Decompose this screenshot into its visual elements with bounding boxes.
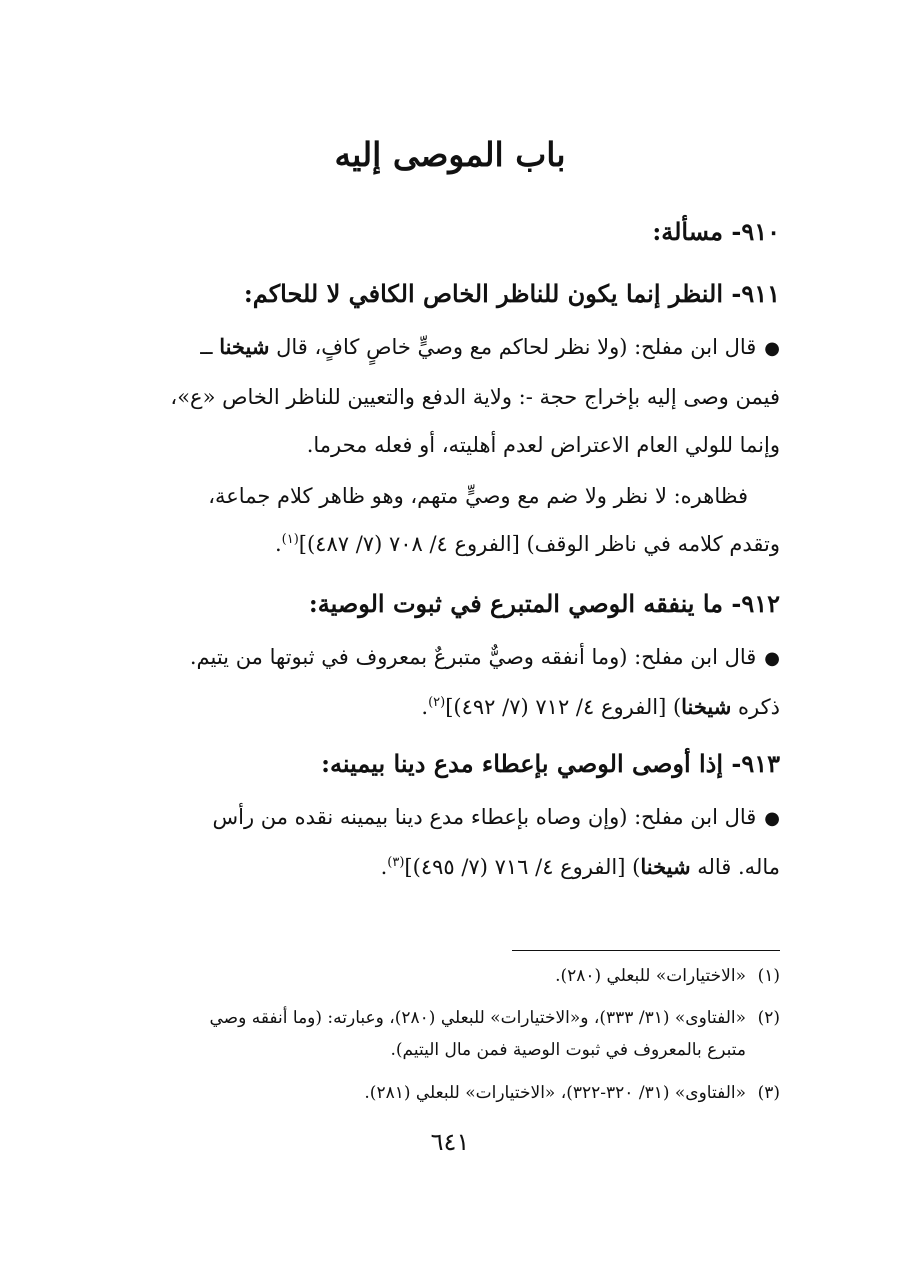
footnote-number: (١) [757, 966, 780, 986]
issue-913-heading: ٩١٣- إذا أوصى الوصي بإعطاء مدع دينا بيمينه: [321, 749, 780, 778]
text-run: ) [الفروع ٤/ ٧١٦ (٧/ ٤٩٥)] [404, 855, 641, 879]
footnote-number: (٣) [757, 1083, 780, 1103]
chapter-title: باب الموصى إليه [334, 135, 566, 174]
paragraph-line [110, 793, 780, 843]
issue-912-paragraph [110, 633, 780, 731]
footnote-text: «الفتاوى» (٣١/ ٣٢٠-٣٢٢)، «الاختيارات» للبعلي (٢٨١). [364, 1083, 746, 1103]
text-run: ذكره [731, 695, 780, 719]
text-run: . [421, 695, 429, 719]
footnote-ref: (٢) [428, 695, 446, 710]
text-run: قال ابن مفلح: (ولا نظر لحاكم مع وصيٍّ خاصٍ كافٍ، قال [269, 335, 757, 359]
footnote-line [110, 1002, 780, 1034]
text-run: وتقدم كلامه في ناظر الوقف) [الفروع ٤/ ٧٠٨ (٧/ ٤٨٧)] [298, 532, 780, 556]
paragraph-line [110, 633, 780, 683]
bullet-icon: ● [764, 648, 780, 669]
footnote-3 [110, 1077, 780, 1109]
issue-912-heading: ٩١٢- ما ينفقه الوصي المتبرع في ثبوت الوصية: [308, 589, 780, 618]
footnote-number: (٢) [757, 1008, 780, 1028]
text-run: قال ابن مفلح: (وما أنفقه وصيٌّ متبرعٌ بمعروف في ثبوتها من يتيم. [189, 645, 757, 669]
bullet-icon: ● [764, 338, 780, 359]
text-run: . [380, 855, 388, 879]
paragraph-line [110, 323, 780, 373]
issue-911-paragraph-2 [110, 472, 780, 568]
paragraph-line: فيمن وصى إليه بإخراج حجة -: ولاية الدفع والتعيين للناظر الخاص «ع»، [170, 385, 780, 409]
text-run: ماله. قاله [690, 855, 780, 879]
footnote-1 [110, 960, 780, 992]
bullet-icon: ● [764, 808, 780, 829]
issue-911-paragraph-1 [110, 323, 780, 469]
page-number: ٦٤١ [430, 1128, 470, 1156]
footnote-text: «الاختيارات» للبعلي (٢٨٠). [555, 966, 746, 986]
footnote-2 [110, 1002, 780, 1066]
footnote-ref: (٣) [387, 855, 405, 870]
shaykh-label: شيخنا [640, 854, 691, 879]
paragraph-line: وإنما للولي العام الاعتراض لعدم أهليته، أو فعله محرما. [306, 433, 780, 457]
paragraph-line [110, 843, 780, 891]
footnote-text: متبرع بالمعروف في ثبوت الوصية فمن مال اليتيم). [390, 1040, 746, 1060]
paragraph-line: فظاهره: لا نظر ولا ضم مع وصيٍّ متهم، وهو ظاهر كلام جماعة، [208, 484, 748, 508]
issue-910-heading: ٩١٠- مسألة: [652, 217, 780, 246]
issue-911-heading: ٩١١- النظر إنما يكون للناظر الخاص الكافي لا للحاكم: [243, 279, 780, 308]
issue-913-paragraph [110, 793, 780, 891]
footnote-divider [512, 950, 780, 951]
shaykh-label: شيخنا [681, 694, 732, 719]
text-run: قال ابن مفلح: (وإن وصاه بإعطاء مدع دينا بيمينه نقده من رأس [212, 805, 757, 829]
footnote-text: «الفتاوى» (٣١/ ٣٣٣)، و«الاختيارات» للبعلي (٢٨٠)، وعبارته: (وما أنفقه وصي [209, 1008, 746, 1028]
footnote-ref: (١) [281, 532, 299, 547]
shaykh-label: شيخنا [219, 334, 270, 359]
text-run: . [274, 532, 282, 556]
text-run: ــ [200, 335, 220, 359]
paragraph-line [110, 520, 780, 568]
paragraph-line [110, 683, 780, 731]
text-run: ) [الفروع ٤/ ٧١٢ (٧/ ٤٩٢)] [445, 695, 682, 719]
